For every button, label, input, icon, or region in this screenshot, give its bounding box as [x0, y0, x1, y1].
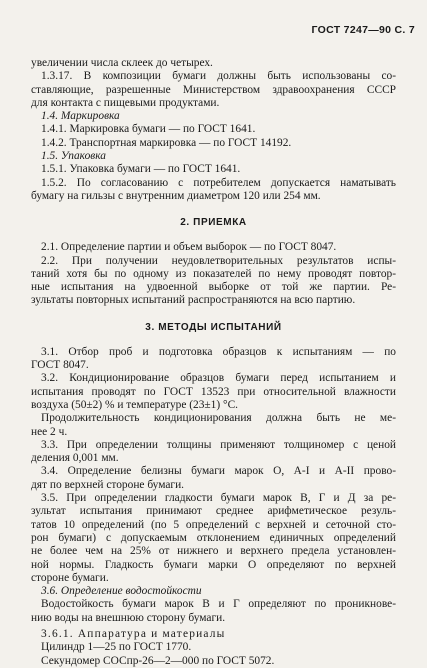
text-line: ные испытания на удвоенной выборке от той же партии. Ре-: [31, 281, 396, 294]
section-heading-acceptance: 2. ПРИЕМКА: [180, 217, 247, 229]
text-line: 3.4. Определение белизны бумаги марок О, А-I и А-II прово-: [41, 465, 396, 478]
text-line: ГОСТ 8047.: [31, 359, 89, 372]
text-line: татов 10 определений (по 5 определений с верхней и сеточной сто-: [31, 518, 396, 531]
text-line: испытания проводят по ГОСТ 13523 при относительной влажности: [31, 385, 396, 398]
text-line: 1.5.1. Упаковка бумаги — по ГОСТ 1641.: [41, 163, 241, 176]
text-line: 3.3. При определении толщины применяют толщиномер с ценой: [41, 438, 396, 451]
text-line: таний хотя бы по одному из показателей по нему проводят повтор-: [31, 267, 396, 280]
text-line: 1.4.2. Транспортная маркировка — по ГОСТ 14192.: [41, 136, 292, 149]
text-line: нее 2 ч.: [31, 425, 68, 438]
text-line: воздуха (50±2) % и температуре (23±1) °С.: [31, 398, 239, 411]
text-line: 3.5. При определении гладкости бумаги марок В, Г и Д за ре-: [41, 492, 396, 505]
document-body: [31, 57, 396, 668]
text-line: рон бумаги) с допускаемым отклонением единичных определений: [31, 531, 396, 544]
text-line: Цилиндр 1—25 по ГОСТ 1770.: [41, 641, 192, 654]
text-line: 1.3.17. В композиции бумаги должны быть использованы со-: [41, 70, 396, 83]
text-line: зультаты повторных испытаний распространяются на всю партию.: [31, 294, 356, 307]
text-line: Секундомер СОСпр-26—2—000 по ГОСТ 5072.: [41, 654, 275, 667]
subsection-heading: 3.6. Определение водостойкости: [41, 585, 202, 598]
text-line: зультат испытания принимают среднее арифметическое резуль-: [31, 505, 396, 518]
text-line: Водостойкость бумаги марок В и Г определяют по проникнове-: [41, 598, 396, 611]
text-line: 1.4.1. Маркировка бумаги — по ГОСТ 1641.: [41, 123, 256, 136]
subsection-heading: 1.4. Маркировка: [41, 110, 120, 123]
text-line: ной нормы. Гладкость бумаги марки О определяют по верхней: [31, 558, 396, 571]
page-header: ГОСТ 7247—90 С. 7: [311, 24, 415, 36]
text-line: дят по верхней стороне бумаги.: [31, 478, 185, 491]
text-line: 3.1. Отбор проб и подготовка образцов к испытаниям — по: [41, 345, 396, 358]
text-line: нию воды на внешнюю сторону бумаги.: [31, 611, 226, 624]
text-line: бумагу на гильзы с внутренним диаметром 120 или 254 мм.: [31, 189, 321, 202]
text-line: Продолжительность кондиционирования должна быть не ме-: [41, 412, 396, 425]
text-line: 2.1. Определение партии и объем выборок — по ГОСТ 8047.: [41, 241, 337, 254]
text-line: для контакта с пищевыми продуктами.: [31, 96, 220, 109]
text-line: увеличении числа склеек до четырех.: [31, 57, 213, 69]
text-line: стороне бумаги.: [31, 571, 109, 584]
section-heading-test-methods: 3. МЕТОДЫ ИСПЫТАНИЙ: [145, 321, 282, 333]
subsection-heading: 1.5. Упаковка: [41, 150, 106, 163]
text-line: ставляющие, разрешенные Министерством здравоохранения СССР: [31, 83, 396, 96]
text-line: 1.5.2. По согласованию с потребителем допускается наматывать: [41, 176, 396, 189]
subsection-heading: 3.6.1. Аппаратура и материалы: [41, 627, 226, 640]
text-line: 3.2. Кондиционирование образцов бумаги перед испытанием и: [41, 372, 396, 385]
text-line: 2.2. При получении неудовлетворительных результатов испы-: [41, 254, 396, 267]
text-line: не более чем на 25% от нижнего и верхнего предела установлен-: [31, 545, 396, 558]
text-line: деления 0,001 мм.: [31, 452, 119, 465]
